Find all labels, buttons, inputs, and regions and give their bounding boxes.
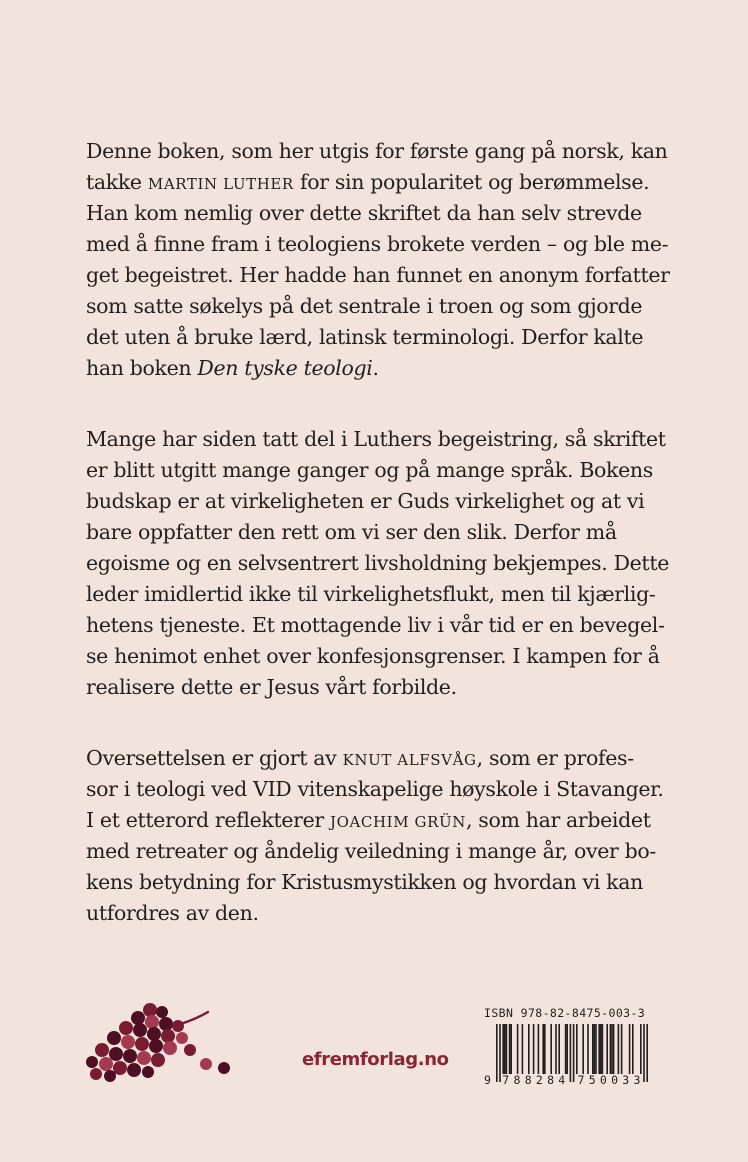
barcode-bar <box>550 1024 552 1074</box>
barcode-bar <box>640 1024 642 1074</box>
barcode-digit: 9 <box>484 1073 491 1084</box>
isbn-barcode-block <box>482 1006 650 1086</box>
grape-berry <box>184 1044 196 1056</box>
afterword-author-name: JOACHIM GRÜN <box>329 813 466 831</box>
barcode-digit: 7 <box>577 1073 585 1084</box>
barcode-icon <box>482 1024 650 1084</box>
grape-berry <box>119 1021 133 1035</box>
text-line: se henimot enhet over konfesjonsgrenser. I kampen for å <box>86 644 660 668</box>
barcode-digit: 5 <box>588 1073 596 1084</box>
text-line: budskap er at virkeligheten er Guds virkelighet og at vi <box>86 489 645 513</box>
grape-berry <box>159 1017 173 1031</box>
barcode-bar <box>613 1024 615 1074</box>
barcode-bar <box>506 1024 508 1074</box>
barcode-bar <box>576 1024 578 1074</box>
author-name-luther: MARTIN LUTHER <box>147 175 294 193</box>
text-line: Denne boken, som her utgis for første gang på norsk, kan <box>86 139 668 163</box>
grape-berry <box>127 1063 141 1077</box>
barcode-bar <box>618 1024 620 1074</box>
text-line: det uten å bruke lærd, latinsk terminologi. Derfor kalte <box>86 325 644 349</box>
barcode-bar <box>573 1024 575 1082</box>
paragraph-1 <box>86 136 670 384</box>
barcode-bar <box>538 1024 540 1074</box>
barcode-bar <box>646 1024 648 1082</box>
text-line: I et etterord reflekterer JOACHIM GRÜN, som har arbeidet <box>86 808 651 832</box>
barcode-bar <box>592 1024 594 1074</box>
grape-berry <box>163 1041 177 1055</box>
barcode-digit: 7 <box>502 1073 510 1084</box>
barcode-bar <box>566 1024 568 1074</box>
text-line: utfordres av den. <box>86 901 259 925</box>
translator-name: KNUT ALFSVÅG <box>342 751 477 769</box>
barcode-bar <box>600 1024 602 1074</box>
grape-berry <box>133 1023 147 1037</box>
barcode-bar <box>598 1024 600 1074</box>
barcode-digit: 0 <box>611 1073 619 1084</box>
barcode-digit: 8 <box>524 1073 532 1084</box>
barcode-bar <box>629 1024 631 1074</box>
grape-berry <box>90 1068 102 1080</box>
text-line: get begeistret. Her hadde han funnet en anonym forfatter <box>86 263 670 287</box>
text-line: bare oppfatter den rett om vi ser den slik. Derfor må <box>86 520 617 544</box>
barcode-bar <box>621 1024 623 1074</box>
grape-cluster-icon <box>84 996 234 1082</box>
grape-berry <box>121 1035 135 1049</box>
barcode-bar <box>587 1024 589 1074</box>
barcode-digit: 0 <box>599 1073 607 1084</box>
barcode-bar <box>504 1024 506 1074</box>
text-line: kens betydning for Kristusmystikken og hvordan vi kan <box>86 870 643 894</box>
isbn-number: ISBN 978-82-8475-003-3 <box>484 1006 646 1020</box>
barcode-bar <box>544 1024 546 1074</box>
barcode-bar <box>522 1024 524 1074</box>
grape-berry <box>109 1047 123 1061</box>
grape-berry <box>99 1057 113 1071</box>
grape-berry <box>135 1037 149 1051</box>
text-line: Mange har siden tatt del i Luthers begeistring, så skriftet <box>86 427 666 451</box>
grape-berry <box>151 1053 165 1067</box>
text-line: Han kom nemlig over dette skriftet da han selv strevde <box>86 201 642 225</box>
barcode-bar <box>595 1024 597 1074</box>
barcode-bar <box>643 1024 645 1082</box>
barcode-digit: 4 <box>558 1073 566 1084</box>
text-line: sor i teologi ved VID vitenskapelige høyskole i Stavanger. <box>86 777 664 801</box>
grape-berry <box>104 1070 116 1082</box>
book-title: Den tyske teologi <box>197 356 373 380</box>
text-line: med å finne fram i teologiens brokete verden – og ble me- <box>86 232 669 256</box>
barcode-bar <box>611 1024 613 1074</box>
barcode-bar <box>558 1024 560 1074</box>
grape-berry <box>107 1031 121 1045</box>
barcode-digit: 8 <box>547 1073 555 1084</box>
barcode-bar <box>570 1024 572 1082</box>
grape-berry <box>149 1039 163 1053</box>
barcode-bar <box>565 1024 567 1074</box>
publisher-url[interactable]: efremforlag.no <box>302 1049 449 1070</box>
barcode-bar <box>509 1024 511 1074</box>
barcode-bar <box>496 1024 498 1082</box>
barcode-digit: 8 <box>513 1073 521 1084</box>
grape-berry <box>137 1051 151 1065</box>
barcode-digit: 2 <box>535 1073 543 1084</box>
grape-berry <box>200 1058 212 1070</box>
grape-berry <box>142 1066 154 1078</box>
text-line: takke MARTIN LUTHER for sin popularitet og berømmelse. <box>86 170 650 194</box>
barcode-digit: 3 <box>622 1073 630 1084</box>
paragraph-2 <box>86 424 669 703</box>
barcode-bar <box>555 1024 557 1074</box>
barcode-digit: 3 <box>633 1073 641 1084</box>
text-line: med retreater og åndelig veiledning i mange år, over bo- <box>86 839 656 863</box>
barcode-bar <box>610 1024 612 1074</box>
text-line: leder imidlertid ikke til virkelighetsflukt, men til kjærlig- <box>86 582 656 606</box>
barcode-bar <box>582 1024 584 1074</box>
grape-berry <box>161 1029 175 1043</box>
text-line: han boken Den tyske teologi. <box>86 356 379 380</box>
grape-berry <box>131 1011 145 1025</box>
text-line: realisere dette er Jesus vårt forbilde. <box>86 675 457 699</box>
grape-berry <box>145 1015 159 1029</box>
paragraph-3 <box>86 743 666 929</box>
grape-berry <box>176 1032 188 1044</box>
blurb-text <box>86 136 670 969</box>
barcode-bar <box>510 1024 512 1074</box>
grape-berry <box>143 1003 157 1017</box>
grape-berry <box>218 1062 230 1074</box>
barcode-bar <box>502 1024 504 1074</box>
barcode-bar <box>499 1024 501 1082</box>
grape-berry <box>147 1027 161 1041</box>
text-line: er blitt utgitt mange ganger og på mange språk. Bokens <box>86 458 653 482</box>
barcode-bar <box>533 1024 535 1074</box>
grape-berry <box>156 1006 168 1018</box>
grape-berry <box>123 1049 137 1063</box>
barcode-bar <box>602 1024 604 1074</box>
grape-berry <box>95 1043 109 1057</box>
barcode-bar <box>594 1024 596 1074</box>
text-line: egoisme og en selvsentrert livsholdning bekjempes. Dette <box>86 551 669 575</box>
text-line: Oversettelsen er gjort av KNUT ALFSVÅG, som er profes- <box>86 746 634 770</box>
grape-berry <box>86 1056 98 1068</box>
barcode-bar <box>632 1024 634 1074</box>
text-line: hetens tjeneste. Et mottagende liv i vår tid er en bevegel- <box>86 613 665 637</box>
barcode-bar <box>517 1024 519 1074</box>
barcode-bar <box>606 1024 608 1074</box>
barcode-bar <box>542 1024 544 1074</box>
barcode-bar <box>528 1024 530 1074</box>
grape-berry <box>172 1020 184 1032</box>
text-line: som satte søkelys på det sentrale i troen og som gjorde <box>86 294 643 318</box>
